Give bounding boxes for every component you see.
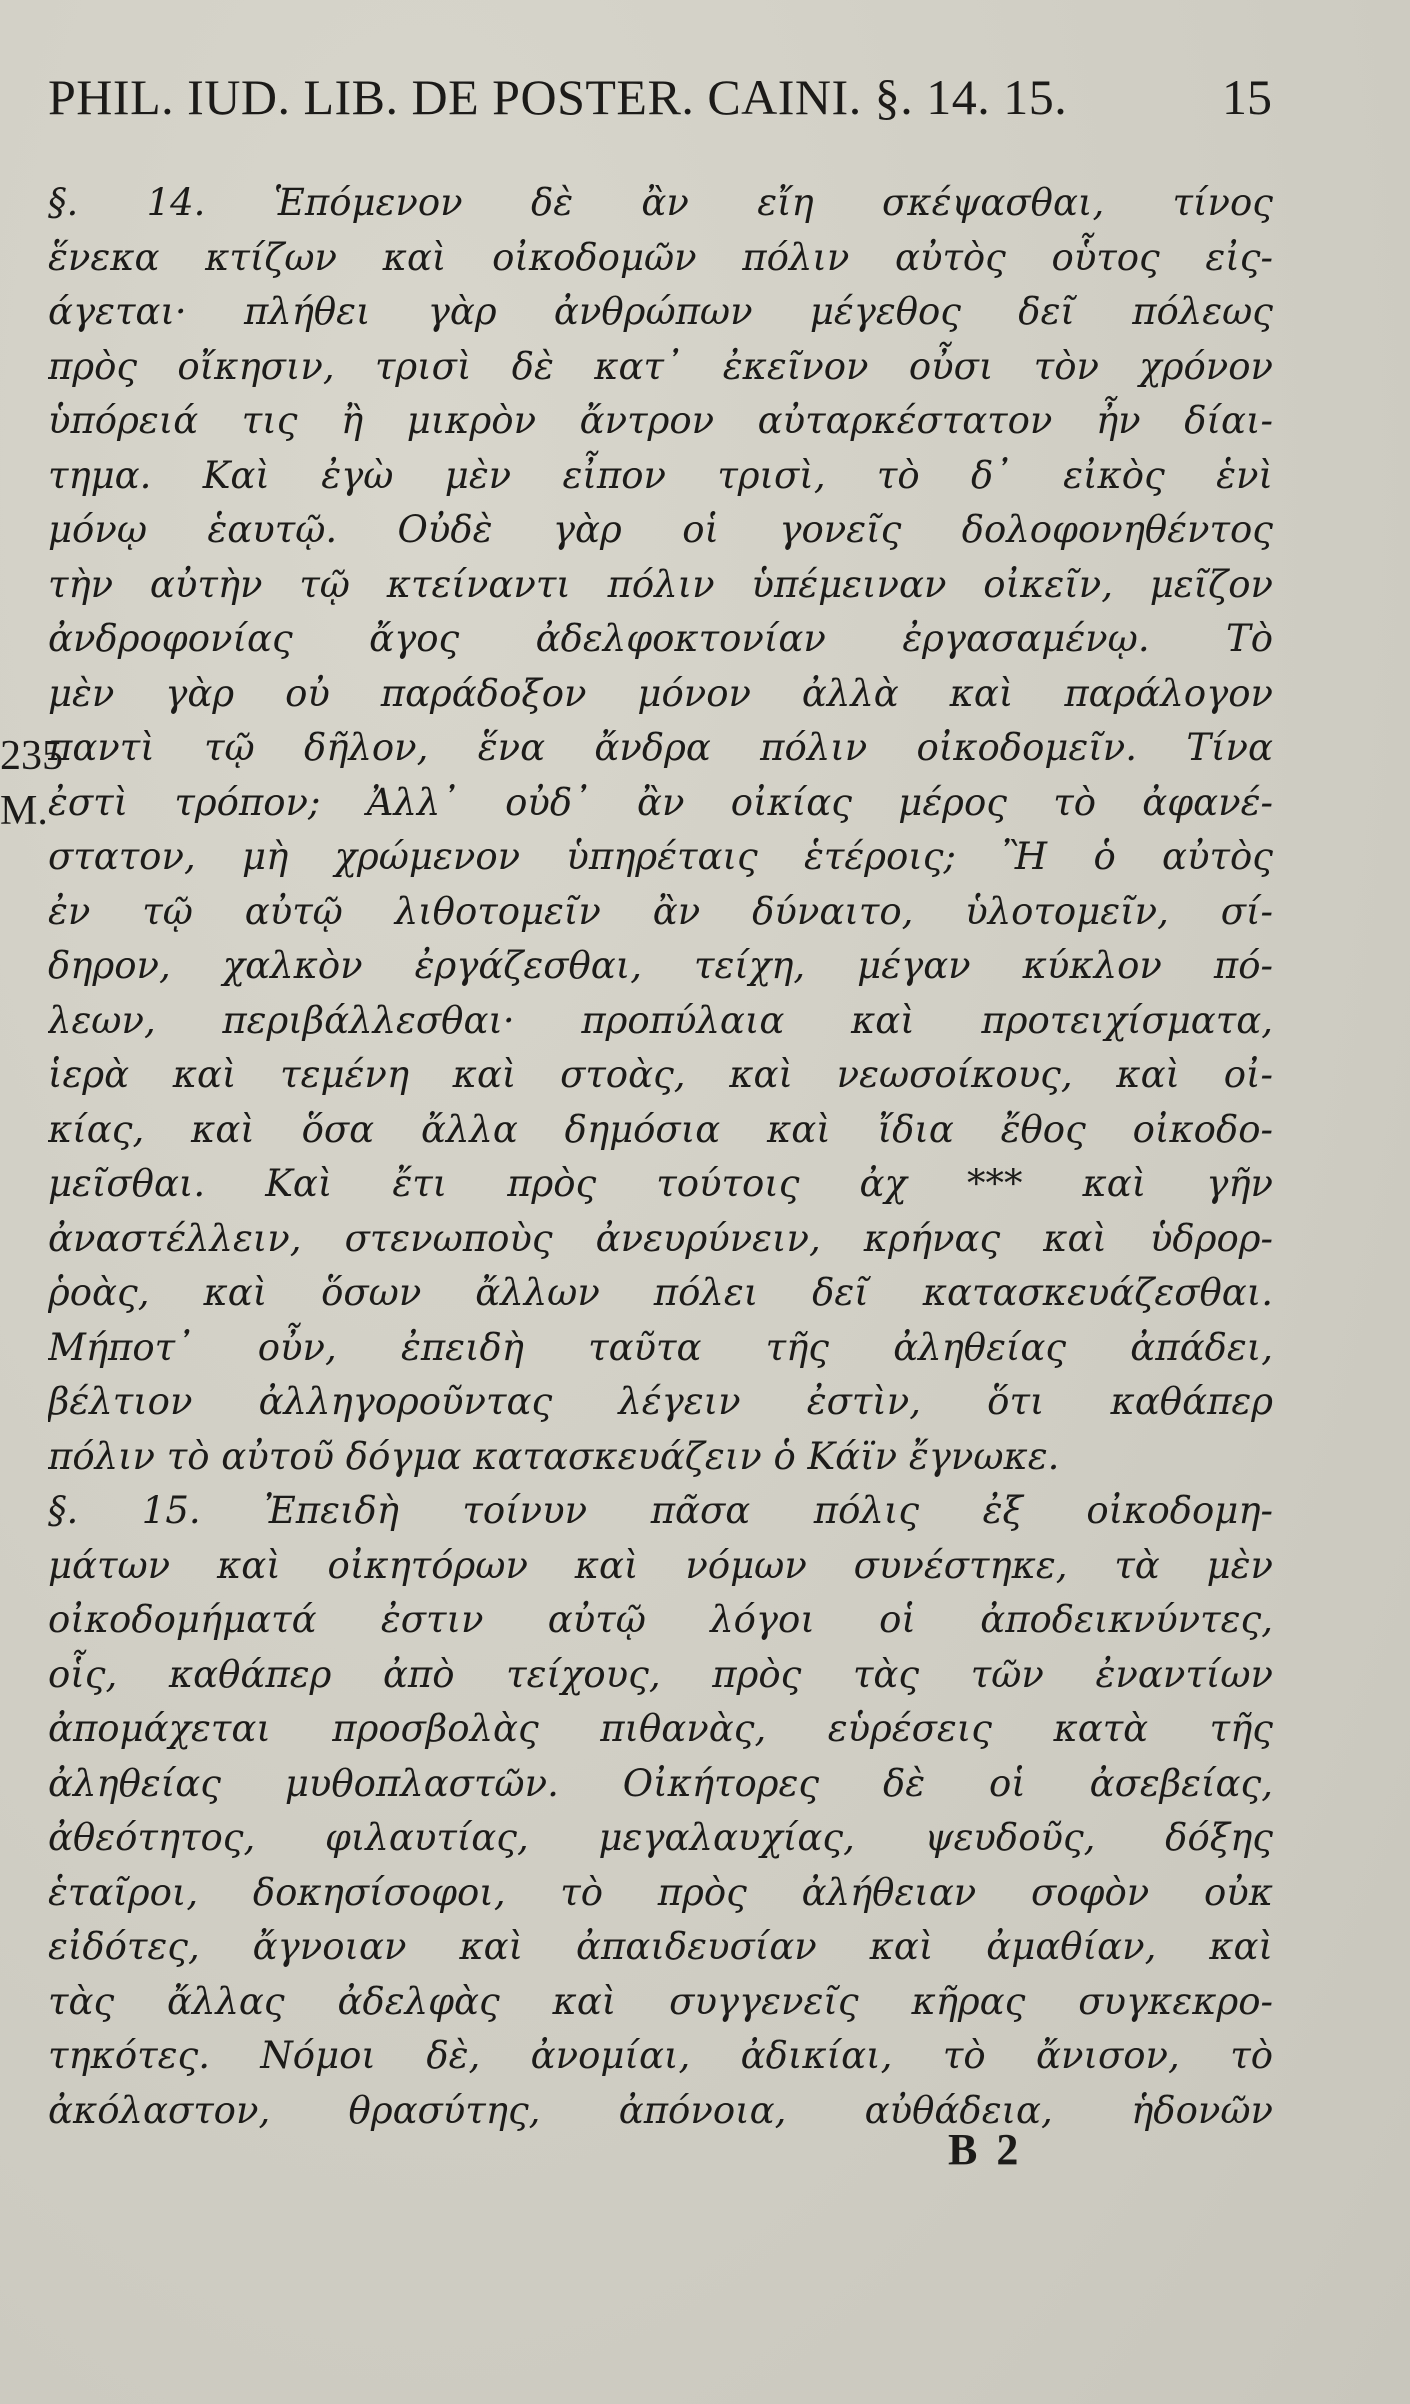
- margin-note-line-number: 235: [0, 733, 63, 779]
- text-line: δηρον, χαλκὸν ἐργάζεσθαι, τείχη, μέγαν κύκλον πό-: [48, 944, 1273, 987]
- text-line: ἀναστέλλειν, στενωποὺς ἀνευρύνειν, κρήνας καὶ ὑδρορ-: [48, 1216, 1273, 1260]
- text-line: μάτων καὶ οἰκητόρων καὶ νόμων συνέστηκε, τὰ μὲν: [48, 1543, 1273, 1587]
- text-line: μεῖσθαι. Καὶ ἔτι πρὸς τούτοις ἀχ *** καὶ γῆν: [48, 1162, 1273, 1205]
- text-line: στατον, μὴ χρώμενον ὑπηρέταις ἑτέροις; Ἢ ὁ αὐτὸς: [48, 835, 1273, 878]
- margin-note-edition-marker: M.: [0, 788, 48, 834]
- text-line: μὲν γὰρ οὐ παράδοξον μόνον ἀλλὰ καὶ παράλογον: [48, 671, 1273, 715]
- text-line: ῥοὰς, καὶ ὅσων ἄλλων πόλει δεῖ κατασκευάζεσθαι.: [48, 1271, 1273, 1314]
- text-line: ἀπομάχεται προσβολὰς πιθανὰς, εὑρέσεις κατὰ τῆς: [48, 1707, 1273, 1750]
- text-line: πρὸς οἴκησιν, τρισὶ δὲ κατ᾽ ἐκεῖνον οὖσι τὸν χρόνον: [48, 344, 1273, 388]
- text-line: Μήποτ᾽ οὖν, ἐπειδὴ ταῦτα τῆς ἀληθείας ἀπάδει,: [48, 1325, 1273, 1369]
- text-line: οἷς, καθάπερ ἀπὸ τείχους, πρὸς τὰς τῶν ἐναντίων: [48, 1652, 1273, 1696]
- text-line: ἕνεκα κτίζων καὶ οἰκοδομῶν πόλιν αὐτὸς οὗτος εἰς-: [48, 235, 1273, 279]
- text-line: κίας, καὶ ὅσα ἄλλα δημόσια καὶ ἴδια ἔθος οἰκοδο-: [48, 1107, 1273, 1151]
- text-line: ἐν τῷ αὐτῷ λιθοτομεῖν ἂν δύναιτο, ὑλοτομεῖν, σί-: [48, 889, 1273, 933]
- text-line: πόλιν τὸ αὐτοῦ δόγμα κατασκευάζειν ὁ Κάϊν ἔγνωκε.: [48, 1434, 1060, 1478]
- text-line: ἐστὶ τρόπον; Ἀλλ᾽ οὐδ᾽ ἂν οἰκίας μέρος τὸ ἀφανέ-: [48, 780, 1273, 824]
- text-line: ὑπόρειά τις ἢ μικρὸν ἄντρον αὐταρκέστατον ἦν δίαι-: [48, 399, 1273, 442]
- text-line: βέλτιον ἀλληγοροῦντας λέγειν ἐστὶν, ὅτι καθάπερ: [48, 1380, 1273, 1423]
- text-line: τηκότες. Νόμοι δὲ, ἀνομίαι, ἀδικίαι, τὸ ἄνισον, τὸ: [48, 2034, 1273, 2077]
- text-line: εἰδότες, ἄγνοιαν καὶ ἀπαιδευσίαν καὶ ἀμαθίαν, καὶ: [48, 1925, 1273, 1968]
- text-line: ἀνδροφονίας ἄγος ἀδελφοκτονίαν ἐργασαμένῳ. Τὸ: [48, 617, 1273, 660]
- text-line: μόνῳ ἑαυτῷ. Οὐδὲ γὰρ οἱ γονεῖς δολοφονηθέντος: [48, 508, 1273, 551]
- text-line: οἰκοδομήματά ἐστιν αὐτῷ λόγοι οἱ ἀποδεικνύντες,: [48, 1598, 1273, 1641]
- text-line: §. 14. Ἑπόμενον δὲ ἂν εἴη σκέψασθαι, τίνος: [48, 181, 1273, 224]
- body-text: [48, 176, 1273, 2138]
- text-line: τὰς ἄλλας ἀδελφὰς καὶ συγγενεῖς κῆρας συγκεκρο-: [48, 1979, 1273, 2023]
- text-line: ἀθεότητος, φιλαυτίας, μεγαλαυχίας, ψευδοῦς, δόξης: [48, 1816, 1273, 1859]
- text-line: τημα. Καὶ ἐγὼ μὲν εἶπον τρισὶ, τὸ δ᾽ εἰκὸς ἑνὶ: [48, 453, 1273, 497]
- text-line: λεων, περιβάλλεσθαι· προπύλαια καὶ προτειχίσματα,: [48, 998, 1273, 1042]
- running-header: PHIL. IUD. LIB. DE POSTER. CAINI. §. 14. 15.: [48, 69, 1068, 125]
- text-line: παντὶ τῷ δῆλον, ἕνα ἄνδρα πόλιν οἰκοδομεῖν. Τίνα: [48, 726, 1273, 769]
- text-line: §. 15. Ἐπειδὴ τοίνυν πᾶσα πόλις ἐξ οἰκοδομη-: [48, 1489, 1273, 1532]
- text-line: άγεται· πλήθει γὰρ ἀνθρώπων μέγεθος δεῖ πόλεως: [48, 290, 1273, 333]
- text-line: ἀληθείας μυθοπλαστῶν. Οἰκήτορες δὲ οἱ ἀσεβείας,: [48, 1761, 1273, 1805]
- text-line: ἱερὰ καὶ τεμένη καὶ στοὰς, καὶ νεωσοίκους, καὶ οἰ-: [48, 1053, 1273, 1096]
- text-line: τὴν αὐτὴν τῷ κτείναντι πόλιν ὑπέμειναν οἰκεῖν, μεῖζον: [48, 562, 1273, 606]
- text-line: ἑταῖροι, δοκησίσοφοι, τὸ πρὸς ἀλήθειαν σοφὸν οὐκ: [48, 1870, 1273, 1914]
- signature-mark: B 2: [948, 2125, 1023, 2174]
- text-line: ἀκόλαστον, θρασύτης, ἀπόνοια, αὐθάδεια, ἡδονῶν: [48, 2088, 1273, 2132]
- page-number: 15: [1222, 69, 1272, 125]
